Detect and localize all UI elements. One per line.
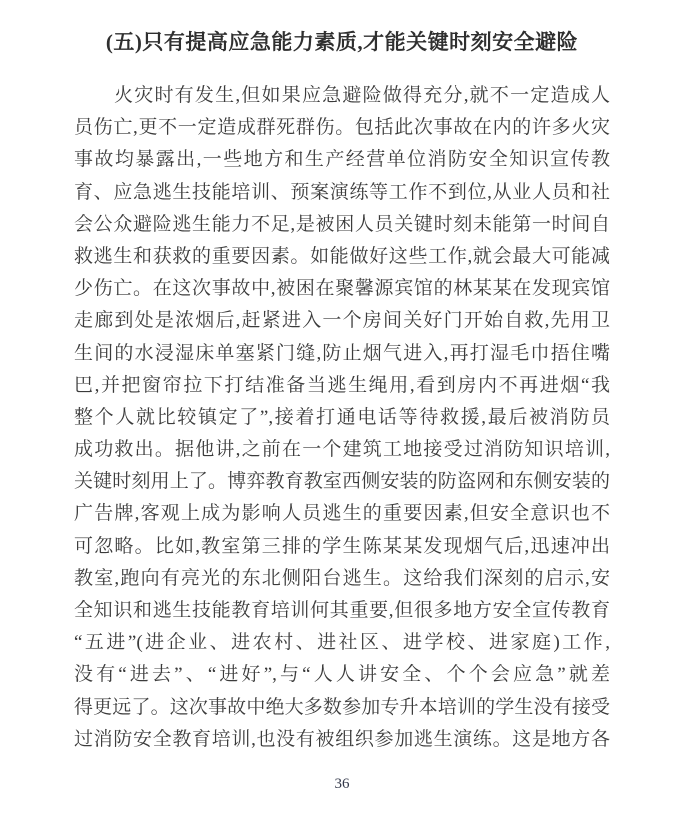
text-line: 过消防安全教育培训,也没有被组织参加逃生演练。这是地方各: [74, 728, 610, 750]
text-line: 会公众避险逃生能力不足,是被困人员关键时刻未能第一时间自: [74, 213, 610, 235]
text-line: 成功救出。据他讲,之前在一个建筑工地接受过消防知识培训,: [74, 439, 610, 461]
text-line: 员伤亡,更不一定造成群死群伤。包括此次事故在内的许多火灾: [74, 117, 610, 139]
text-line: 教室,跑向有亮光的东北侧阳台逃生。这给我们深刻的启示,安: [74, 567, 610, 589]
text-line: 全知识和逃生技能教育培训何其重要,但很多地方安全宣传教育: [74, 600, 610, 621]
text-line: 生间的水浸湿床单塞紧门缝,防止烟气进入,再打湿毛巾捂住嘴: [74, 342, 610, 364]
text-line: 少伤亡。在这次事故中,被困在聚馨源宾馆的林某某在发现宾馆: [74, 278, 610, 300]
text-line: 火灾时有发生,但如果应急避险做得充分,就不一定造成人: [114, 85, 610, 106]
text-line: 可忽略。比如,教室第三排的学生陈某某发现烟气后,迅速冲出: [74, 535, 610, 557]
text-line: 事故均暴露出,一些地方和生产经营单位消防安全知识宣传教: [74, 149, 610, 171]
text-line: 救逃生和获救的重要因素。如能做好这些工作,就会最大可能减: [74, 245, 610, 267]
text-line: 没有“进去”、“进好”,与“人人讲安全、个个会应急”就差: [74, 664, 610, 686]
page-number: 36: [334, 775, 350, 792]
text-line: 育、应急逃生技能培训、预案演练等工作不到位,从业人员和社: [74, 181, 610, 203]
section-heading: (五)只有提高应急能力素质,才能关键时刻安全避险: [105, 30, 579, 54]
text-line: 得更远了。这次事故中绝大多数参加专升本培训的学生没有接受: [74, 696, 610, 718]
text-line: 走廊到处是浓烟后,赶紧进入一个房间关好门开始自救,先用卫: [74, 310, 610, 332]
text-line: 关键时刻用上了。博弈教育教室西侧安装的防盗网和东侧安装的: [74, 471, 610, 493]
text-line: “五进”(进企业、进农村、进社区、进学校、进家庭)工作,: [74, 632, 610, 654]
text-line: 巴,并把窗帘拉下打结准备当逃生绳用,看到房内不再进烟“我: [74, 374, 610, 396]
text-line: 广告牌,客观上成为影响人员逃生的重要因素,但安全意识也不: [74, 503, 610, 525]
text-line: 整个人就比较镇定了”,接着打通电话等待救援,最后被消防员: [74, 406, 610, 428]
paragraph: [74, 80, 610, 756]
